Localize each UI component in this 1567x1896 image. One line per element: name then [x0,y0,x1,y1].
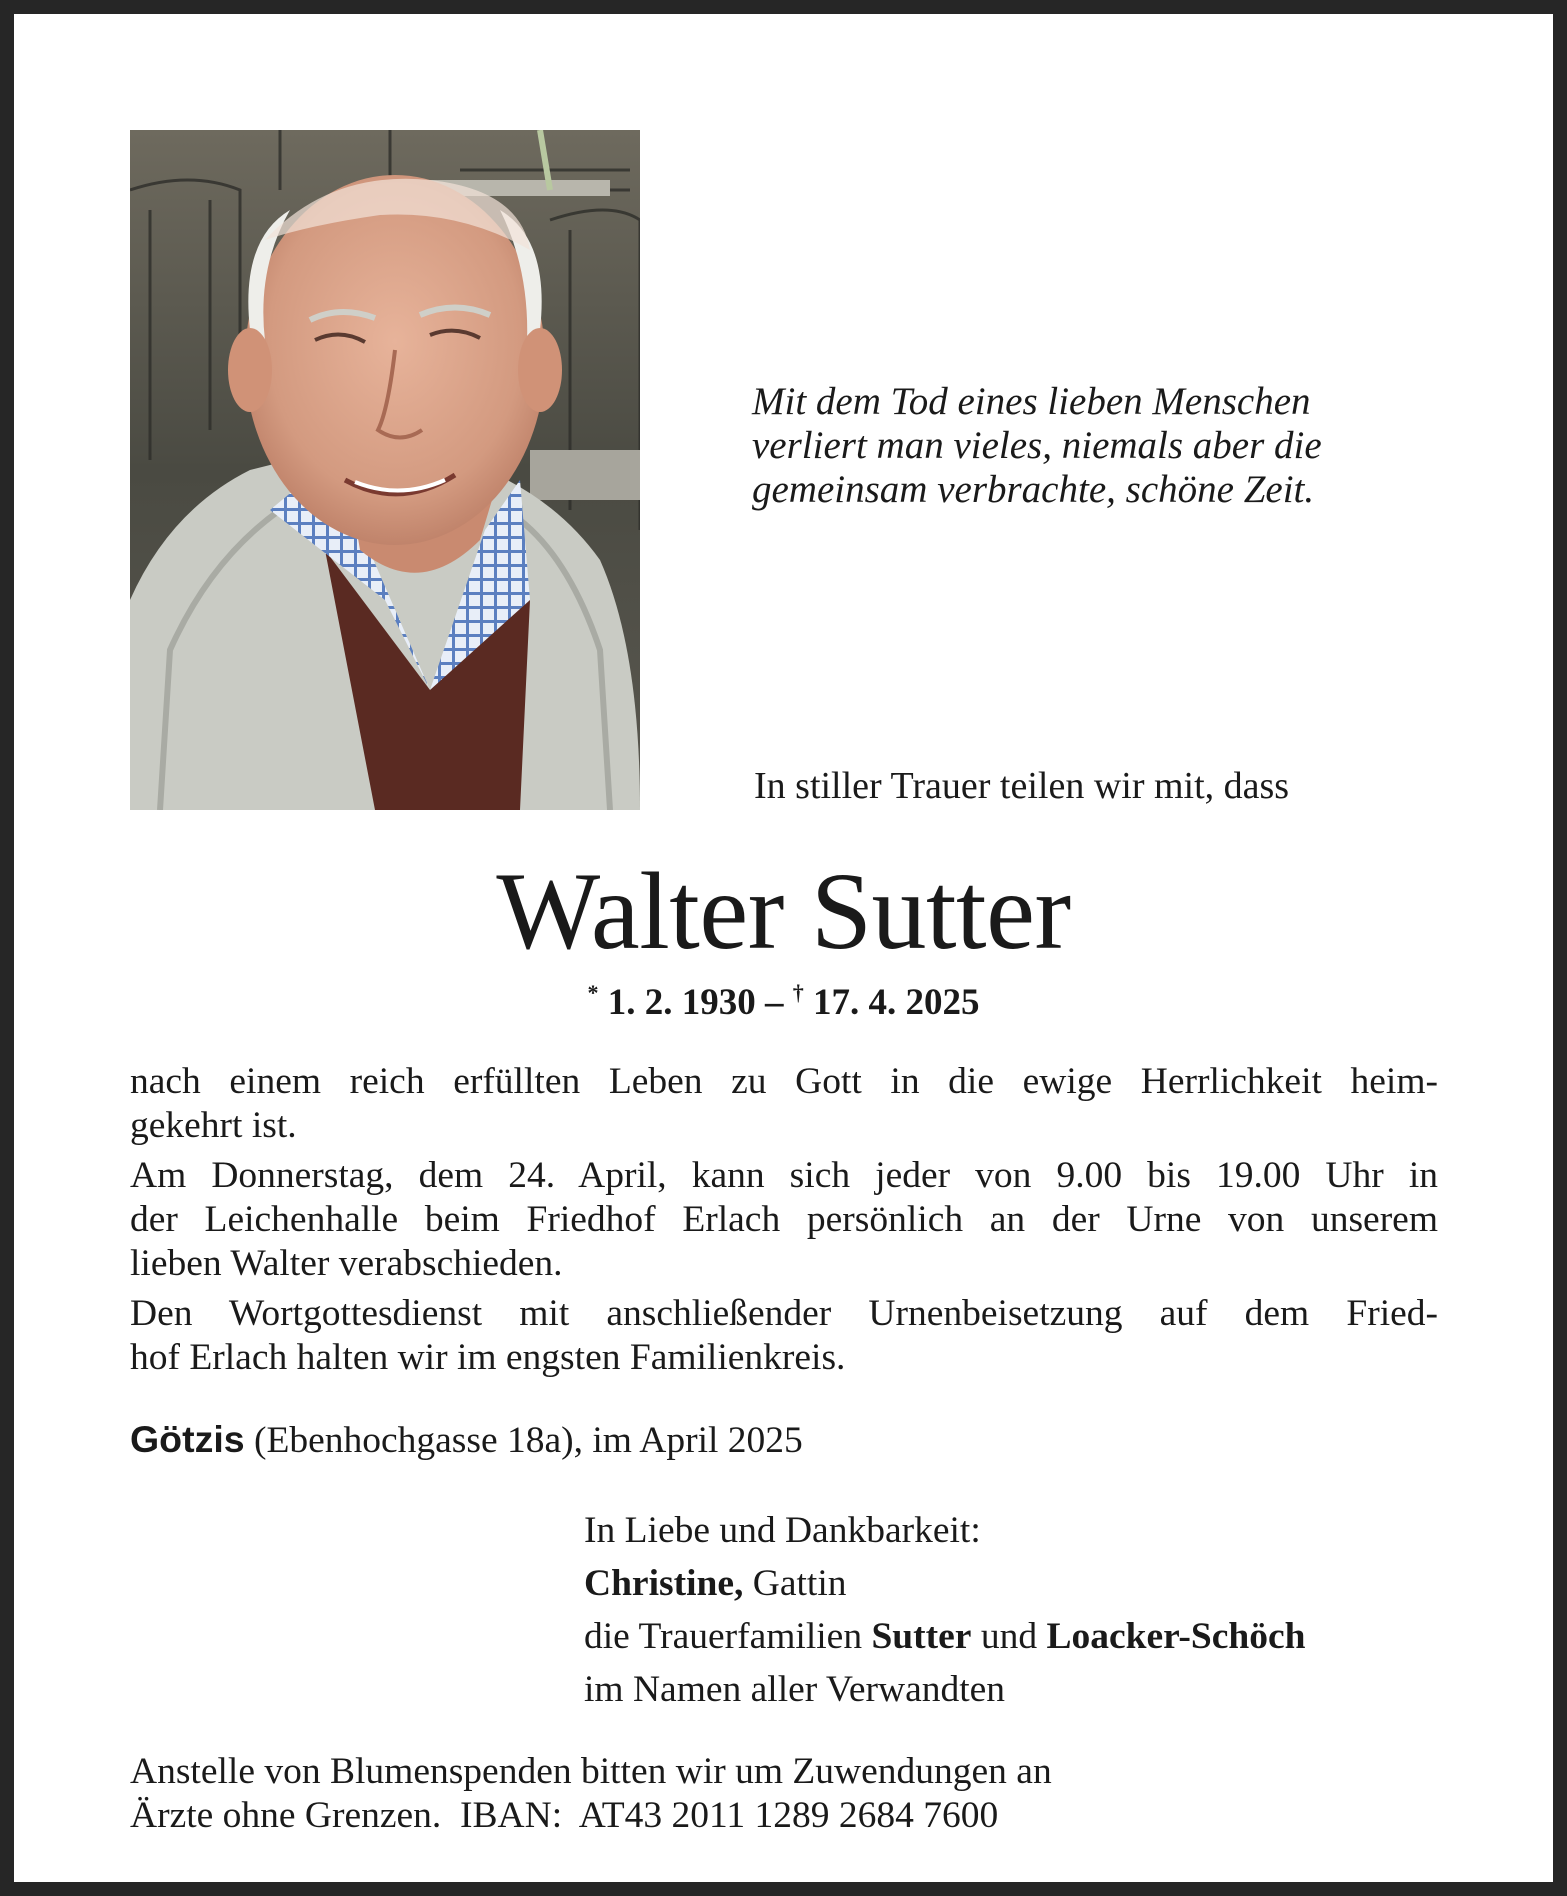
family-name: Loacker-Schöch [1046,1616,1306,1657]
death-date: 17. 4. 2025 [813,982,980,1023]
spouse-name: Christine, [584,1563,744,1604]
address-and-date: (Ebenhochgasse 18a), im April 2025 [244,1420,803,1461]
families-prefix: die Trauerfamilien [584,1616,872,1657]
paragraph-death [130,1060,1438,1148]
body-line: der Leichenhalle beim Friedhof Erlach persönlich an der Urne von unserem [130,1199,1438,1240]
portrait-photo [130,130,640,810]
body-line: Am Donnerstag, dem 24. April, kann sich jeder von 9.00 bis 19.00 Uhr in [130,1155,1438,1196]
paragraph-service [130,1292,1438,1380]
deceased-name: Walter Sutter [496,850,1071,972]
families-and: und [971,1616,1047,1657]
body-line: gekehrt ist. [130,1105,297,1146]
families-line [584,1610,1305,1663]
death-symbol: † [792,980,804,1005]
family-name: Sutter [871,1616,972,1657]
body-line: Den Wortgottesdienst mit anschließender Urnenbeisetzung auf dem Fried- [130,1293,1438,1334]
paragraph-farewell [130,1154,1438,1286]
donation-line: Anstelle von Blumenspenden bitten wir um Zuwendungen an [130,1751,1052,1792]
body-line: lieben Walter verabschieden. [130,1243,563,1284]
relatives-line: im Namen aller Verwandten [584,1669,1006,1710]
place-date-line [130,1418,803,1462]
memorial-quote [752,380,1402,512]
signers-heading: In Liebe und Dankbarkeit: [584,1510,981,1551]
quote-line: verliert man vieles, niemals aber die [752,424,1322,467]
donation-note [130,1750,1052,1838]
quote-line: gemeinsam verbrachte, schöne Zeit. [752,468,1315,511]
body-line: hof Erlach halten wir im engsten Familienkreis. [130,1337,846,1378]
quote-line: Mit dem Tod eines lieben Menschen [752,380,1311,423]
portrait-image [130,130,640,810]
mourners-block [584,1504,1305,1716]
date-separator: – [765,982,784,1023]
intro-text: In stiller Trauer teilen wir mit, dass [754,765,1290,807]
spouse-role: Gattin [743,1563,847,1604]
donation-iban-line: Ärzte ohne Grenzen. IBAN: AT43 2011 1289 2684 7600 [130,1795,999,1836]
body-line: nach einem reich erfüllten Leben zu Gott in die ewige Herrlichkeit heim- [130,1061,1438,1102]
town-name: Götzis [130,1418,245,1460]
spouse-line [584,1557,1305,1610]
birth-symbol: * [587,980,599,1005]
life-dates [0,980,1567,1024]
birth-date: 1. 2. 1930 [607,982,756,1023]
announcement-body [130,1060,1438,1386]
